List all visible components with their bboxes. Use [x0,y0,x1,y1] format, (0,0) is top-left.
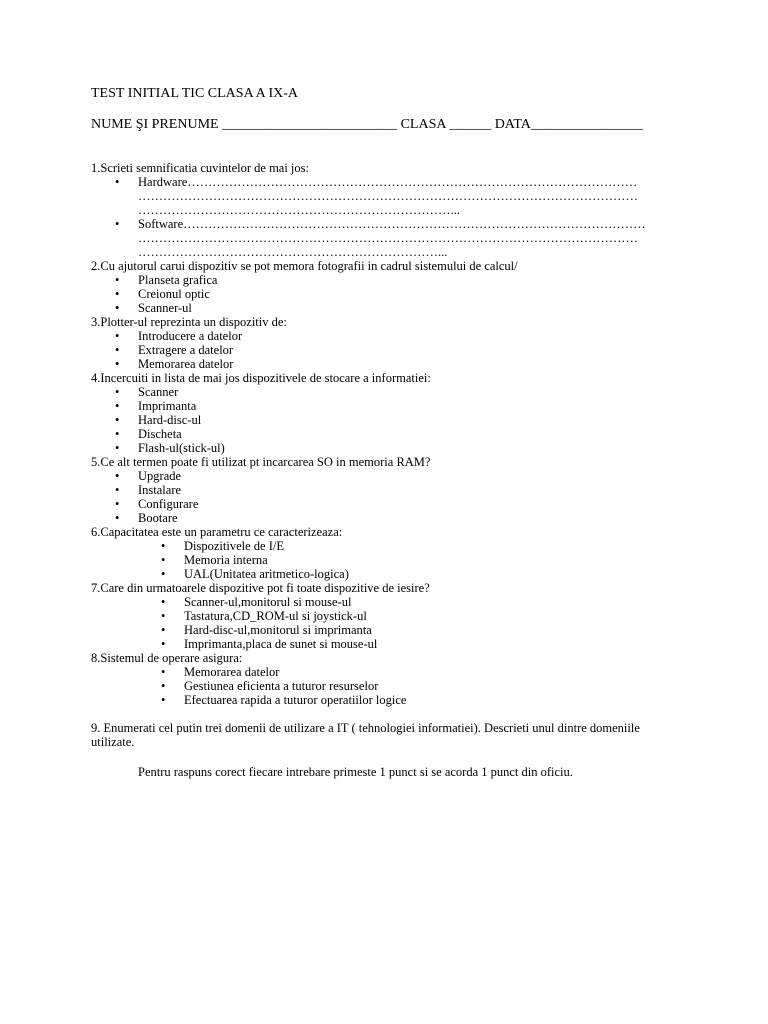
bullet-icon: • [161,637,166,651]
bullet-icon: • [115,483,120,497]
bullet-icon: • [115,427,120,441]
bullet-icon: • [115,511,120,525]
option-label: Extragere a datelor [138,343,234,357]
option-label: Creionul optic [138,287,210,301]
item-label: Software………………………………………………………………………………………………… [138,217,646,231]
question-8: 8.Sistemul de operare asigura: [91,651,243,665]
bullet-icon: • [161,693,166,707]
option-label: Scanner-ul [138,301,192,315]
option-label: Upgrade [138,469,182,483]
question-2: 2.Cu ajutorul carui dispozitiv se pot memora fotografii in cadrul sistemului de calcul/ [91,259,518,273]
option-label: Introducere a datelor [138,329,243,343]
option-label: Imprimanta,placa de sunet si mouse-ul [184,637,378,651]
bullet-icon: • [115,329,120,343]
bullet-icon: • [161,679,166,693]
option-label: Planseta grafica [138,273,218,287]
option-label: Dispozitivele de I/E [184,539,284,553]
option-label: Gestiunea eficienta a tuturor resurselor [184,679,379,693]
bullet-icon: • [115,217,120,231]
bullet-icon: • [161,665,166,679]
bullet-icon: • [161,623,166,637]
option-label: Hard-disc-ul [138,413,202,427]
option-label: Imprimanta [138,399,197,413]
answer-dots: ………………………………………………………………... [138,245,448,259]
option-label: Memoria interna [184,553,268,567]
option-label: Memorarea datelor [184,665,280,679]
option-label: Bootare [138,511,178,525]
bullet-icon: • [115,399,120,413]
question-5: 5.Ce alt termen poate fi utilizat pt incarcarea SO in memoria RAM? [91,455,431,469]
student-info-line: NUME ŞI PRENUME _________________________ CLASA ______ DATA________________ [91,117,643,132]
option-label: Instalare [138,483,182,497]
document-title: TEST INITIAL TIC CLASA A IX-A [91,86,299,101]
option-label: Efectuarea rapida a tuturor operatiilor logice [184,693,407,707]
bullet-icon: • [115,301,120,315]
bullet-icon: • [115,287,120,301]
option-label: Scanner [138,385,179,399]
option-label: Flash-ul(stick-ul) [138,441,225,455]
bullet-icon: • [161,539,166,553]
question-9: 9. Enumerati cel putin trei domenii de utilizare a IT ( tehnologiei informatiei). Descrieti unul dintre domeniile utilizate. [91,721,640,749]
question-6: 6.Capacitatea este un parametru ce caracterizeaza: [91,525,343,539]
option-label: Memorarea datelor [138,357,234,371]
bullet-icon: • [115,175,120,189]
item-label: Hardware……………………………………………………………………………………………… [138,175,638,189]
bullet-icon: • [115,357,120,371]
bullet-icon: • [115,343,120,357]
bullet-icon: • [115,273,120,287]
bullet-icon: • [161,553,166,567]
option-label: UAL(Unitatea aritmetico-logica) [184,567,349,581]
bullet-icon: • [115,413,120,427]
option-label: Hard-disc-ul,monitorul si imprimanta [184,623,372,637]
bullet-icon: • [161,609,166,623]
option-label: Scanner-ul,monitorul si mouse-ul [184,595,352,609]
bullet-icon: • [115,497,120,511]
question-7: 7.Care din urmatoarele dispozitive pot fi toate dispozitive de iesire? [91,581,430,595]
question-4: 4.Incercuiti in lista de mai jos dispozitivele de stocare a informatiei: [91,371,431,385]
option-label: Tastatura,CD_ROM-ul si joystick-ul [184,609,367,623]
answer-dots: ………………………………………………………………………………………………………… [138,189,638,203]
option-label: Configurare [138,497,199,511]
bullet-icon: • [115,441,120,455]
option-label: Discheta [138,427,182,441]
scoring-note: Pentru raspuns corect fiecare intrebare primeste 1 punct si se acorda 1 punct din oficiu. [138,765,573,779]
question-3: 3.Plotter-ul reprezinta un dispozitiv de: [91,315,287,329]
answer-dots: …………………………………………………………………... [138,203,460,217]
answer-dots: ………………………………………………………………………………………………………… [138,231,638,245]
question-1: 1.Scrieti semnificatia cuvintelor de mai jos: [91,161,309,175]
bullet-icon: • [161,567,166,581]
bullet-icon: • [115,469,120,483]
bullet-icon: • [161,595,166,609]
bullet-icon: • [115,385,120,399]
